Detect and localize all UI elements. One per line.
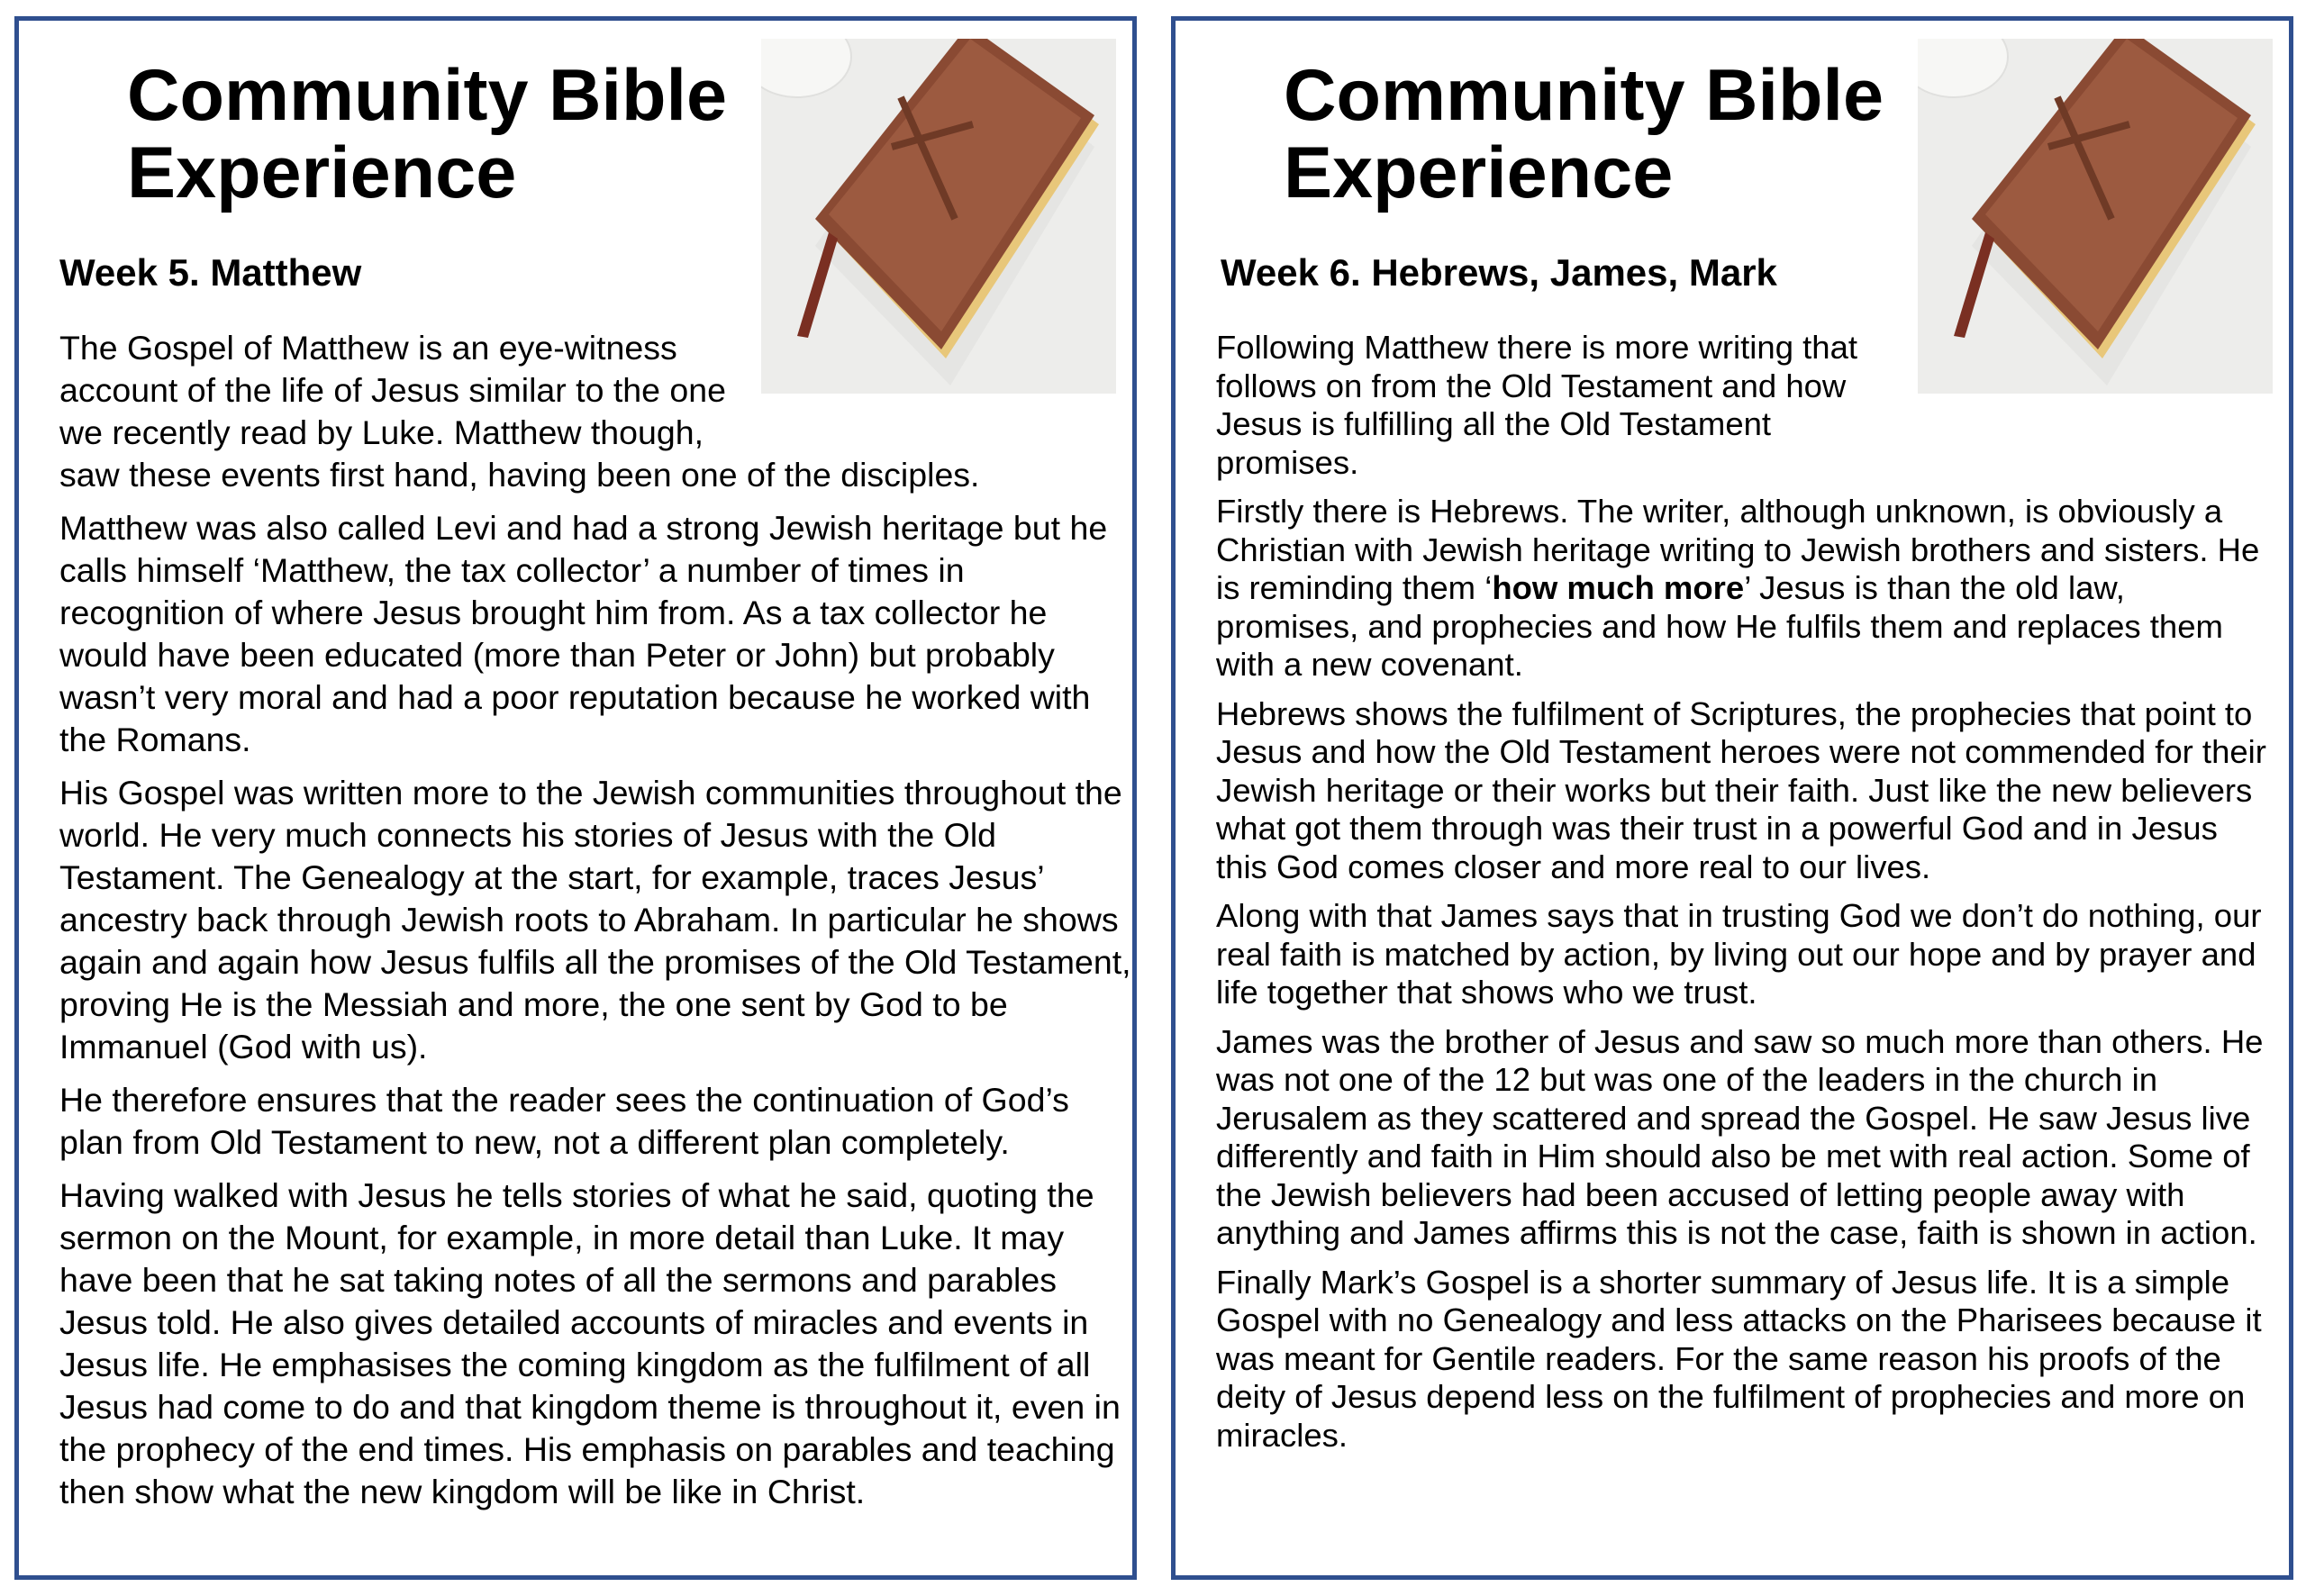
paragraph: Hebrews shows the fulfilment of Scriptures, the prophecies that point to Jesus and how the Old Testament heroes were not commended for their Jewish heritage or their works but their faith. Just like the new believers what got them through was their trust in a powerful God and in Jesus this God comes closer and more real to our lives. <box>1216 694 2266 885</box>
emphasis-text: how much more <box>1492 569 1745 606</box>
right-flyer-panel <box>1171 16 2293 1580</box>
paragraph: Following Matthew there is more writing that follows on from the Old Testament and how Jesus is fulfilling all the Old Testament promises. <box>1216 329 1858 481</box>
paragraph: He therefore ensures that the reader sees the continuation of God’s plan from Old Testament to new, not a different plan completely. <box>59 1081 1069 1161</box>
article-body <box>1216 329 2274 1465</box>
paragraph: The Gospel of Matthew is an eye-witness account of the life of Jesus similar to the one we recently read by Luke. Matthew though, saw these events first hand, having been one of the disciples. <box>59 329 980 494</box>
left-flyer-panel <box>14 16 1137 1580</box>
paragraph: James was the brother of Jesus and saw so much more than others. He was not one of the 12 but was one of the leaders in the church in Jerusalem as they scattered and spread the Gospel. He saw Jesus live differently and faith in Him should also be met with real action. Some of the Jewish believers had been accused of letting people away with anything and James affirms this is not the case, faith is shown in action. <box>1216 1022 2264 1251</box>
week-heading: Week 5. Matthew <box>59 251 362 294</box>
flyer-title: Community Bible Experience <box>1284 55 1884 213</box>
week-heading: Week 6. Hebrews, James, Mark <box>1221 251 1777 294</box>
flyer-title: Community Bible Experience <box>127 55 728 213</box>
paragraph: Firstly there is Hebrews. The writer, although unknown, is obviously a Christian with Jewish heritage writing to Jewish brothers and sisters. He is reminding them ‘how much more’ Jesus is than the old law, promises, and prophecies and how He fulfils them and replaces them with a new covenant. <box>1216 493 2260 683</box>
paragraph: Having walked with Jesus he tells stories of what he said, quoting the sermon on the Mount, for example, in more detail than Luke. It may have been that he sat taking notes of all the sermons and parables Jesus told. He also gives detailed accounts of miracles and events in Jesus life. He emphasises the coming kingdom as the fulfilment of all Jesus had come to do and that kingdom theme is throughout it, even in the prophecy of the end times. His emphasis on parables and teaching then show what the new kingdom will be like in Christ. <box>59 1176 1121 1510</box>
paragraph: His Gospel was written more to the Jewish communities throughout the world. He very much connects his stories of Jesus with the Old Testament. The Genealogy at the start, for example, traces Jesus’ ancestry back through Jewish roots to Abraham. In particular he shows again and again how Jesus fulfils all the promises of the Old Testament, proving He is the Messiah and more, the one sent by God to be Immanuel (God with us). <box>59 774 1131 1066</box>
paragraph: Matthew was also called Levi and had a strong Jewish heritage but he calls himself ‘Matthew, the tax collector’ a number of times in recognition of where Jesus brought him from. As a tax collector he would have been educated (more than Peter or John) but probably wasn’t very moral and had a poor reputation because he worked with the Romans. <box>59 509 1108 758</box>
article-body <box>59 327 1131 1524</box>
paragraph: Finally Mark’s Gospel is a shorter summary of Jesus life. It is a simple Gospel with no Genealogy and less attacks on the Pharisees because it was meant for Gentile readers. For the same reason his proofs of the deity of Jesus depend less on the fulfilment of prophecies and more on miracles. <box>1216 1263 2262 1454</box>
paragraph: Along with that James says that in trusting God we don’t do nothing, our real faith is matched by action, by living out our hope and by prayer and life together that shows who we trust. <box>1216 897 2262 1011</box>
